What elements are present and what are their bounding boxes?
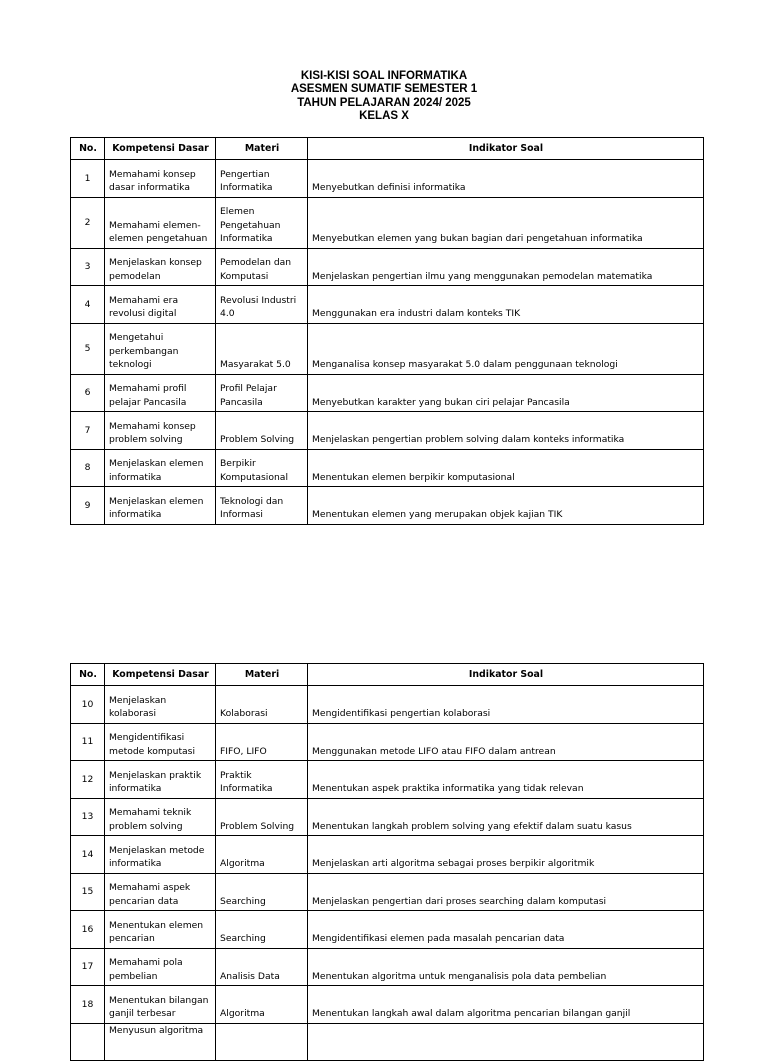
row-number: 4 xyxy=(71,286,105,324)
kompetensi-cell: Menjelaskan elemen informatika xyxy=(105,449,216,487)
materi-cell: Searching xyxy=(216,873,308,911)
row-number: 6 xyxy=(71,374,105,412)
kompetensi-cell: Menyusun algoritma xyxy=(105,1023,216,1061)
kompetensi-cell: Menjelaskan konsep pemodelan xyxy=(105,248,216,286)
row-number: 2 xyxy=(71,197,105,248)
row-number: 17 xyxy=(71,948,105,986)
row-number: 11 xyxy=(71,723,105,761)
indikator-cell: Menentukan elemen berpikir komputasional xyxy=(308,449,704,487)
header-indikator-soal: Indikator Soal xyxy=(308,664,704,686)
row-number: 5 xyxy=(71,323,105,374)
table-row xyxy=(71,248,704,286)
table-header-row xyxy=(71,138,704,160)
materi-cell: Algoritma xyxy=(216,986,308,1024)
table-row xyxy=(71,911,704,949)
table-row xyxy=(71,412,704,450)
header-no: No. xyxy=(71,664,105,686)
row-number: 15 xyxy=(71,873,105,911)
header-kompetensi-dasar: Kompetensi Dasar xyxy=(105,664,216,686)
indikator-cell: Menyebutkan definisi informatika xyxy=(308,160,704,198)
materi-cell: Analisis Data xyxy=(216,948,308,986)
indikator-cell xyxy=(308,1023,704,1061)
table-row xyxy=(71,761,704,799)
materi-cell xyxy=(216,1023,308,1061)
kompetensi-cell: Memahami era revolusi digital xyxy=(105,286,216,324)
materi-cell: Algoritma xyxy=(216,836,308,874)
table-row xyxy=(71,323,704,374)
indikator-cell: Menjelaskan pengertian dari proses searching dalam komputasi xyxy=(308,873,704,911)
materi-cell: Berpikir Komputasional xyxy=(216,449,308,487)
kompetensi-cell: Memahami teknik problem solving xyxy=(105,798,216,836)
indikator-cell: Mengidentifikasi elemen pada masalah pencarian data xyxy=(308,911,704,949)
indikator-cell: Menentukan algoritma untuk menganalisis pola data pembelian xyxy=(308,948,704,986)
table-row xyxy=(71,1023,704,1061)
indikator-cell: Menggunakan era industri dalam konteks TIK xyxy=(308,286,704,324)
materi-cell: Elemen Pengetahuan Informatika xyxy=(216,197,308,248)
indikator-cell: Menentukan langkah awal dalam algoritma pencarian bilangan ganjil xyxy=(308,986,704,1024)
kompetensi-cell: Mengetahui perkembangan teknologi xyxy=(105,323,216,374)
table-row xyxy=(71,723,704,761)
header-kompetensi-dasar: Kompetensi Dasar xyxy=(105,138,216,160)
kompetensi-cell: Menjelaskan metode informatika xyxy=(105,836,216,874)
materi-cell: Praktik Informatika xyxy=(216,761,308,799)
table-header-row xyxy=(71,664,704,686)
header-materi: Materi xyxy=(216,664,308,686)
row-number: 8 xyxy=(71,449,105,487)
indikator-cell: Menjelaskan arti algoritma sebagai proses berpikir algoritmik xyxy=(308,836,704,874)
header-materi: Materi xyxy=(216,138,308,160)
row-number xyxy=(71,1023,105,1061)
kisi-kisi-table-2 xyxy=(70,663,704,1061)
header-indikator-soal: Indikator Soal xyxy=(308,138,704,160)
row-number: 10 xyxy=(71,686,105,724)
indikator-cell: Menjelaskan pengertian problem solving dalam konteks informatika xyxy=(308,412,704,450)
table-row xyxy=(71,836,704,874)
title-line-1: KISI-KISI SOAL INFORMATIKA xyxy=(300,70,468,82)
title-line-3: TAHUN PELAJARAN 2024/ 2025 xyxy=(297,96,471,109)
document-title xyxy=(0,70,768,124)
title-line-4: KELAS X xyxy=(359,110,409,123)
indikator-cell: Menentukan langkah problem solving yang efektif dalam suatu kasus xyxy=(308,798,704,836)
row-number: 12 xyxy=(71,761,105,799)
indikator-cell: Menggunakan metode LIFO atau FIFO dalam antrean xyxy=(308,723,704,761)
indikator-cell: Menjelaskan pengertian ilmu yang menggunakan pemodelan matematika xyxy=(308,248,704,286)
row-number: 9 xyxy=(71,487,105,525)
kompetensi-cell: Memahami konsep dasar informatika xyxy=(105,160,216,198)
row-number: 7 xyxy=(71,412,105,450)
table-row xyxy=(71,873,704,911)
kompetensi-cell: Menjelaskan praktik informatika xyxy=(105,761,216,799)
indikator-cell: Menyebutkan elemen yang bukan bagian dari pengetahuan informatika xyxy=(308,197,704,248)
materi-cell: Problem Solving xyxy=(216,798,308,836)
table-row xyxy=(71,798,704,836)
kompetensi-cell: Memahami aspek pencarian data xyxy=(105,873,216,911)
kompetensi-cell: Memahami profil pelajar Pancasila xyxy=(105,374,216,412)
materi-cell: Pengertian Informatika xyxy=(216,160,308,198)
table-row xyxy=(71,374,704,412)
kompetensi-cell: Menjelaskan elemen informatika xyxy=(105,487,216,525)
row-number: 3 xyxy=(71,248,105,286)
materi-cell: Kolaborasi xyxy=(216,686,308,724)
table-row xyxy=(71,449,704,487)
materi-cell: Problem Solving xyxy=(216,412,308,450)
materi-cell: Teknologi dan Informasi xyxy=(216,487,308,525)
row-number: 13 xyxy=(71,798,105,836)
indikator-cell: Menentukan aspek praktika informatika yang tidak relevan xyxy=(308,761,704,799)
table-row xyxy=(71,986,704,1024)
row-number: 16 xyxy=(71,911,105,949)
materi-cell: Masyarakat 5.0 xyxy=(216,323,308,374)
materi-cell: Searching xyxy=(216,911,308,949)
table-row xyxy=(71,487,704,525)
kompetensi-cell: Menjelaskan kolaborasi xyxy=(105,686,216,724)
kompetensi-cell: Menentukan bilangan ganjil terbesar xyxy=(105,986,216,1024)
materi-cell: Profil Pelajar Pancasila xyxy=(216,374,308,412)
title-line-2: ASESMEN SUMATIF SEMESTER 1 xyxy=(290,83,478,96)
materi-cell: Revolusi Industri 4.0 xyxy=(216,286,308,324)
kisi-kisi-table-1 xyxy=(70,137,704,525)
row-number: 14 xyxy=(71,836,105,874)
row-number: 18 xyxy=(71,986,105,1024)
indikator-cell: Mengidentifikasi pengertian kolaborasi xyxy=(308,686,704,724)
table-row xyxy=(71,197,704,248)
kompetensi-cell: Memahami pola pembelian xyxy=(105,948,216,986)
table-row xyxy=(71,286,704,324)
header-no: No. xyxy=(71,138,105,160)
row-number: 1 xyxy=(71,160,105,198)
indikator-cell: Menentukan elemen yang merupakan objek kajian TIK xyxy=(308,487,704,525)
table-row xyxy=(71,948,704,986)
materi-cell: FIFO, LIFO xyxy=(216,723,308,761)
table-row xyxy=(71,160,704,198)
indikator-cell: Menyebutkan karakter yang bukan ciri pelajar Pancasila xyxy=(308,374,704,412)
materi-cell: Pemodelan dan Komputasi xyxy=(216,248,308,286)
kompetensi-cell: Menentukan elemen pencarian xyxy=(105,911,216,949)
kompetensi-cell: Mengidentifikasi metode komputasi xyxy=(105,723,216,761)
indikator-cell: Menganalisa konsep masyarakat 5.0 dalam penggunaan teknologi xyxy=(308,323,704,374)
kompetensi-cell: Memahami elemen-elemen pengetahuan xyxy=(105,197,216,248)
table-row xyxy=(71,686,704,724)
kompetensi-cell: Memahami konsep problem solving xyxy=(105,412,216,450)
